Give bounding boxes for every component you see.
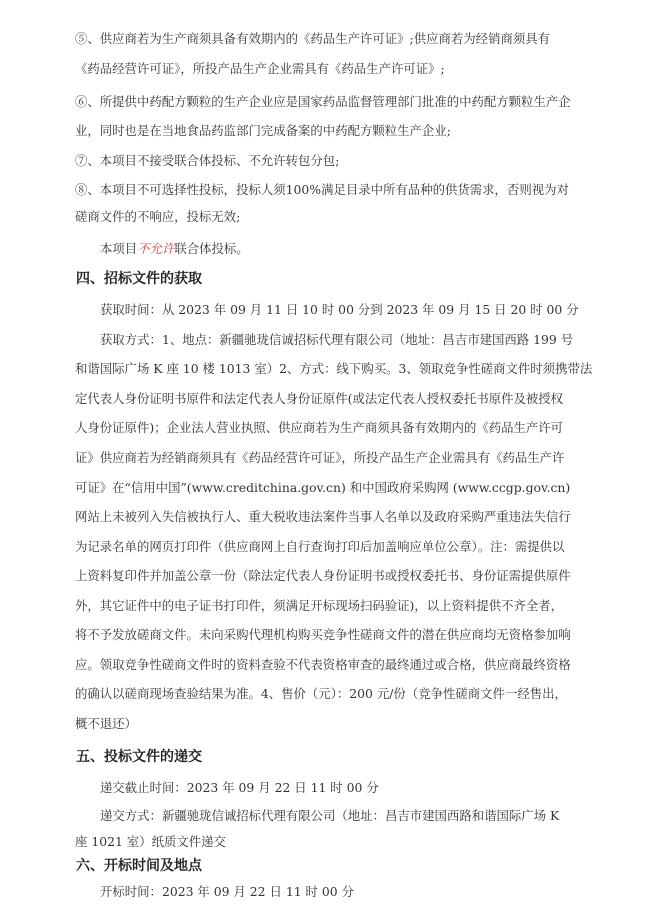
condition-6-line-1: ⑥、所提供中药配方颗粒的生产企业应是国家药品监督管理部门批准的中药配方颗粒生产企 <box>75 94 571 109</box>
acquisition-method-line: 和谐国际广场 K 座 10 楼 1013 室）2、方式：线下购买。3、领取竞争性磋商文件时须携带法 <box>75 361 593 376</box>
consortium-highlight: 不允许 <box>137 241 175 256</box>
acquisition-method-line: 上资料复印件并加盖公章一份（除法定代表人身份证明书或授权委托书、身份证需提供原件 <box>75 568 571 583</box>
acquisition-time: 获取时间：从 2023 年 09 月 11 日 10 时 00 分到 2023 年 09 月 15 日 20 时 00 分 <box>100 302 579 317</box>
section-6-heading: 六、开标时间及地点 <box>76 858 202 874</box>
consortium-statement <box>0 239 660 259</box>
opening-time: 开标时间：2023 年 09 月 22 日 11 时 00 分 <box>100 884 354 899</box>
acquisition-method-line: 证》供应商若为经销商须具有《药品经营许可证》，所投产品生产企业需具有《药品生产许 <box>75 450 565 465</box>
consortium-suffix: 联合体投标。 <box>174 241 249 256</box>
section-5-heading: 五、投标文件的递交 <box>76 749 202 765</box>
acquisition-method-line: 人身份证原件)；企业法人营业执照、供应商若为生产商须具备有效期内的《药品生产许可 <box>75 420 564 435</box>
acquisition-method-line: 应。领取竞争性磋商文件时的资料查验不代表资格审查的最终通过或合格，供应商最终资格 <box>75 657 571 672</box>
acquisition-method-line: 概不退还） <box>75 716 137 731</box>
condition-6-line-2: 业，同时也是在当地食品药监部门完成备案的中药配方颗粒生产企业; <box>75 123 451 138</box>
acquisition-method-line: 外，其它证件中的电子证书打印件，须满足开标现场扫码验证)，以上资料提供不齐全者， <box>75 598 564 613</box>
acquisition-method-line: 将不予发放磋商文件。未向采购代理机构购买竞争性磋商文件的潜在供应商均无资格参加响 <box>75 627 571 642</box>
submission-method-line-2: 座 1021 室）纸质文件递交 <box>75 834 226 849</box>
section-4-heading: 四、招标文件的获取 <box>76 271 202 287</box>
acquisition-method-line: 获取方式：1、地点：新疆驰珑信诚招标代理有限公司（地址：昌吉市建国西路 199 号 <box>100 332 574 347</box>
consortium-prefix: 本项目 <box>100 241 138 256</box>
condition-8-line-2: 磋商文件的不响应，投标无效; <box>75 209 241 224</box>
submission-deadline: 递交截止时间：2023 年 09 月 22 日 11 时 00 分 <box>100 780 379 795</box>
condition-7: ⑦、本项目不接受联合体投标、不允许转包分包; <box>75 153 340 168</box>
acquisition-method-line: 为记录名单的网页打印件（供应商网上自行查询打印后加盖响应单位公章）。注：需提供以 <box>75 539 565 554</box>
condition-5-line-2: 《药品经营许可证》，所投产品生产企业需具有《药品生产许可证》; <box>75 61 445 76</box>
acquisition-method-line: 的确认以磋商现场查验结果为准。4、售价（元）：200 元/份（竞争性磋商文件一经售出， <box>75 686 567 701</box>
acquisition-method-line: 定代表人身份证明书原件和法定代表人身份证原件(或法定代表人授权委托书原件及被授权 <box>75 391 564 406</box>
acquisition-method-line: 网站上未被列入失信被执行人、重大税收违法案件当事人名单以及政府采购严重违法失信行 <box>75 509 571 524</box>
condition-8-line-1: ⑧、本项目不可选择性投标，投标人须100%满足目录中所有品种的供货需求，否则视为对 <box>75 182 569 197</box>
submission-method-line-1: 递交方式：新疆驰珑信诚招标代理有限公司（地址：昌吉市建国西路和谐国际广场 K <box>100 808 560 823</box>
acquisition-method-line: 可证》在“信用中国”(www.creditchina.gov.cn) 和中国政府采购网 (www.ccgp.gov.cn) <box>75 480 571 495</box>
condition-5-line-1: ⑤、供应商若为生产商须具备有效期内的《药品生产许可证》;供应商若为经销商须具有 <box>75 31 551 46</box>
